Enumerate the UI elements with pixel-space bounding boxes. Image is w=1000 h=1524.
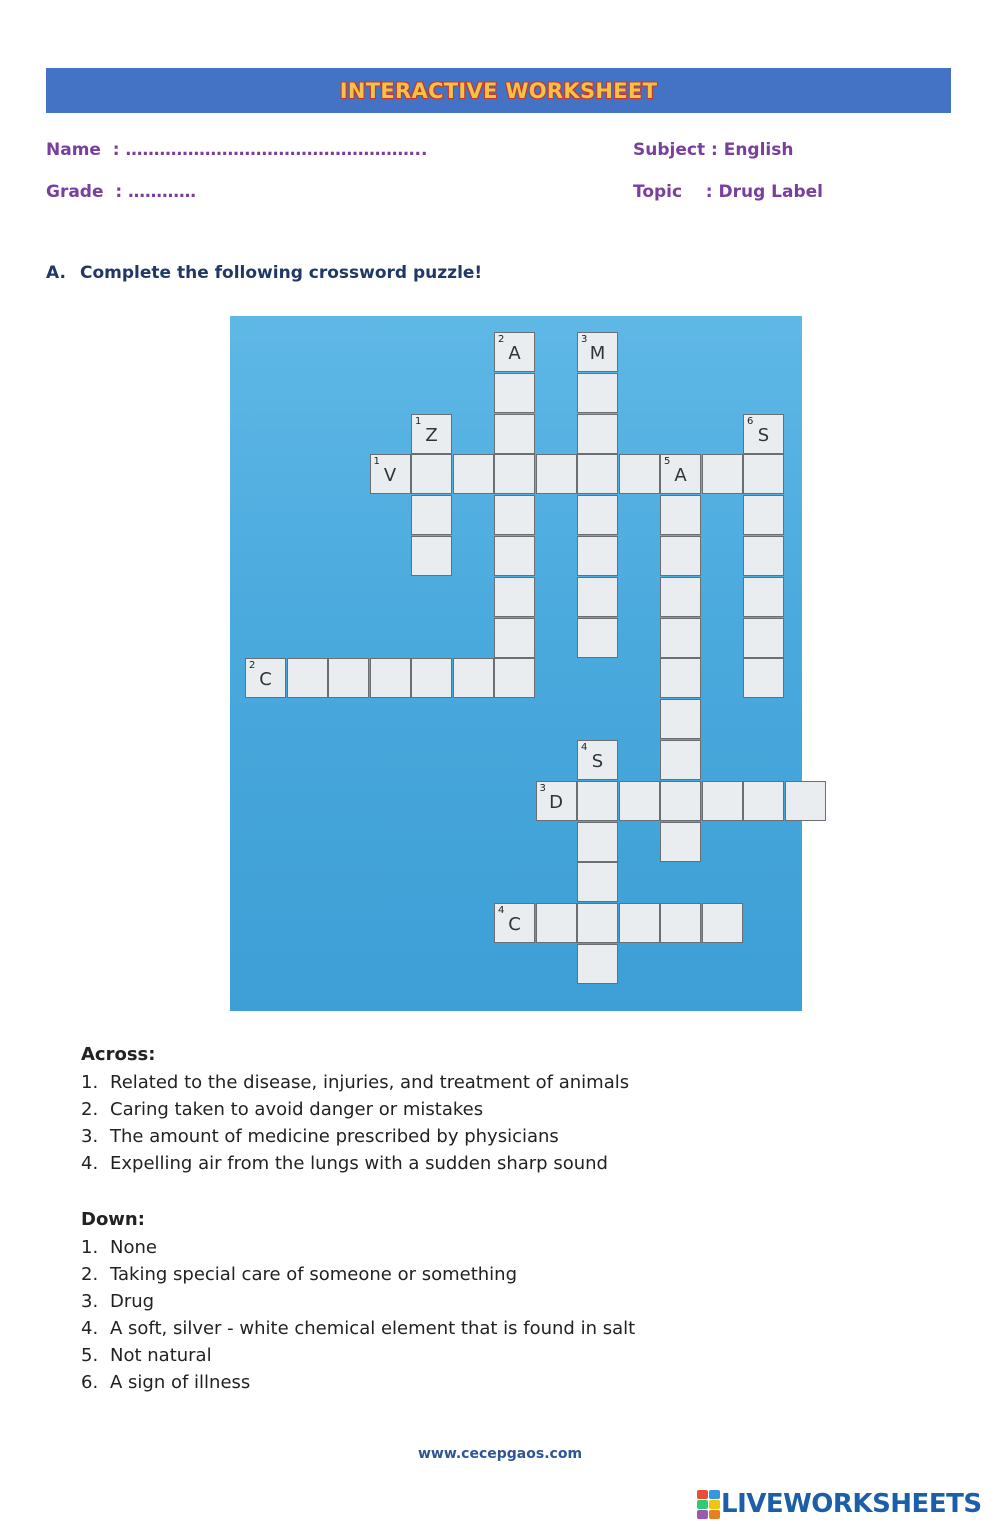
crossword-cell[interactable]: [494, 414, 535, 454]
crossword-clue-start-cell[interactable]: [245, 658, 286, 698]
crossword-cell[interactable]: [660, 536, 701, 576]
crossword-cell[interactable]: [660, 618, 701, 658]
crossword-clue-start-cell[interactable]: [494, 903, 535, 943]
cell-letter: D: [549, 791, 563, 813]
crossword-cell[interactable]: [577, 903, 618, 943]
crossword-cell[interactable]: [453, 658, 494, 698]
crossword-cell[interactable]: [577, 414, 618, 454]
crossword-cell[interactable]: [536, 454, 577, 494]
grade-field: Grade : …………: [46, 182, 197, 202]
liveworksheets-logo: [697, 1489, 982, 1519]
crossword-cell[interactable]: [411, 454, 452, 494]
crossword-cell[interactable]: [619, 903, 660, 943]
cell-letter: S: [591, 751, 604, 772]
clue-number-label: 2: [498, 334, 505, 345]
clue-text: Related to the disease, injuries, and treatment of animals: [110, 1072, 630, 1093]
clue-number-label: 2: [249, 660, 256, 672]
liveworksheets-logo-icon: [697, 1490, 719, 1518]
crossword-cell[interactable]: [577, 822, 618, 862]
crossword-cell[interactable]: [577, 781, 618, 821]
clue-number: 4.: [81, 1153, 99, 1174]
crossword-cell[interactable]: [577, 454, 618, 494]
crossword-clue-start-cell[interactable]: [536, 781, 577, 821]
clue-text: A soft, silver - white chemical element that is found in salt: [110, 1318, 636, 1339]
cell-letter: A: [508, 343, 521, 364]
clue-text: A sign of illness: [110, 1372, 251, 1393]
clue-number: 3.: [81, 1126, 99, 1147]
cell-letter: Z: [425, 424, 438, 446]
down-clues: [81, 1209, 635, 1396]
crossword-cell[interactable]: [494, 536, 535, 576]
crossword-cell[interactable]: [702, 903, 743, 943]
clue-number: 6.: [81, 1372, 99, 1393]
crossword-cell[interactable]: [494, 618, 535, 658]
crossword-cell[interactable]: [660, 903, 701, 943]
crossword-cell[interactable]: [411, 495, 452, 535]
crossword-cell[interactable]: [328, 658, 369, 698]
crossword-cell[interactable]: [577, 577, 618, 617]
crossword-cell[interactable]: [577, 536, 618, 576]
cell-letter: C: [259, 669, 272, 691]
crossword-cell[interactable]: [660, 781, 701, 821]
clue-number-label: 5: [664, 456, 671, 468]
crossword-cell[interactable]: [494, 577, 535, 617]
across-clue-1: [81, 1069, 629, 1096]
crossword-cell[interactable]: [660, 822, 701, 862]
clue-text: Caring taken to avoid danger or mistakes: [110, 1099, 484, 1120]
crossword-cell[interactable]: [743, 658, 784, 698]
crossword-cell[interactable]: [619, 781, 660, 821]
crossword-cell[interactable]: [702, 454, 743, 494]
crossword-cell[interactable]: [577, 618, 618, 658]
crossword-cell[interactable]: [660, 699, 701, 739]
clue-number-label: 1: [415, 415, 422, 427]
down-clue-2: [81, 1261, 635, 1288]
crossword-cell[interactable]: [743, 577, 784, 617]
clue-text: Drug: [110, 1291, 155, 1312]
clue-number: 1.: [81, 1237, 99, 1258]
clue-number-label: 6: [747, 415, 754, 427]
crossword-clue-start-cell[interactable]: [577, 332, 618, 372]
down-clue-1: [81, 1234, 635, 1261]
crossword-puzzle: [230, 316, 802, 1011]
crossword-cell[interactable]: [411, 536, 452, 576]
crossword-cell[interactable]: [702, 781, 743, 821]
banner-title: INTERACTIVE WORKSHEET: [339, 78, 658, 103]
crossword-cell[interactable]: [577, 944, 618, 984]
crossword-cell[interactable]: [577, 862, 618, 902]
crossword-cell[interactable]: [743, 495, 784, 535]
crossword-cell[interactable]: [494, 373, 535, 413]
crossword-cell[interactable]: [494, 454, 535, 494]
down-clue-5: [81, 1342, 635, 1369]
clue-number: 2.: [81, 1264, 99, 1285]
crossword-cell[interactable]: [785, 781, 826, 821]
crossword-cell[interactable]: [370, 658, 411, 698]
footer-url[interactable]: www.cecepgaos.com: [417, 1446, 583, 1462]
crossword-cell[interactable]: [743, 454, 784, 494]
across-clue-2: [81, 1096, 629, 1123]
clue-number-label: 1: [373, 456, 380, 468]
clue-number: 2.: [81, 1099, 99, 1120]
clue-text: None: [110, 1237, 157, 1258]
down-clue-3: [81, 1288, 635, 1315]
across-clues: [81, 1044, 629, 1177]
crossword-clue-start-cell[interactable]: [411, 414, 452, 454]
cell-letter: C: [508, 914, 521, 936]
across-clue-3: [81, 1123, 629, 1150]
clue-number: 3.: [81, 1291, 99, 1312]
name-field: Name : ……………………………………………..: [46, 140, 428, 160]
crossword-cell[interactable]: [660, 658, 701, 698]
crossword-cell[interactable]: [536, 903, 577, 943]
crossword-clue-start-cell[interactable]: [494, 332, 535, 372]
clue-text: Not natural: [110, 1345, 212, 1366]
crossword-clue-start-cell[interactable]: [660, 454, 701, 494]
crossword-cell[interactable]: [619, 454, 660, 494]
brand-name: LIVEWORKSHEETS: [721, 1489, 982, 1519]
cell-letter: A: [674, 465, 687, 487]
worksheet-banner: [46, 68, 951, 113]
clue-number-label: 4: [498, 905, 505, 917]
crossword-cell[interactable]: [494, 495, 535, 535]
crossword-cell[interactable]: [287, 658, 328, 698]
cell-letter: V: [383, 465, 397, 487]
section-heading: [46, 263, 482, 283]
cell-letter: M: [589, 343, 606, 364]
clue-number-label: 4: [581, 742, 588, 753]
crossword-cell[interactable]: [411, 658, 452, 698]
down-heading: Down:: [81, 1209, 145, 1230]
crossword-cell[interactable]: [494, 658, 535, 698]
clue-text: Expelling air from the lungs with a sudden sharp sound: [110, 1153, 608, 1174]
crossword-cell[interactable]: [577, 373, 618, 413]
crossword-clue-start-cell[interactable]: [370, 454, 411, 494]
crossword-cell[interactable]: [743, 536, 784, 576]
clue-number: 4.: [81, 1318, 99, 1339]
clue-number-label: 3: [581, 334, 588, 345]
down-clue-6: [81, 1369, 635, 1396]
crossword-cell[interactable]: [743, 781, 784, 821]
crossword-clue-start-cell[interactable]: [577, 740, 618, 780]
across-heading: Across:: [81, 1044, 156, 1065]
across-clue-4: [81, 1150, 629, 1177]
crossword-clue-start-cell[interactable]: [743, 414, 784, 454]
crossword-cell[interactable]: [660, 740, 701, 780]
subject-field: Subject : English: [633, 140, 794, 160]
clue-number: 1.: [81, 1072, 99, 1093]
topic-field: Topic : Drug Label: [633, 182, 823, 202]
cell-letter: S: [757, 424, 770, 446]
section-letter: A.: [46, 263, 66, 283]
clue-number: 5.: [81, 1345, 99, 1366]
clue-number-label: 3: [539, 782, 546, 794]
clue-text: The amount of medicine prescribed by physicians: [110, 1126, 559, 1147]
crossword-cell[interactable]: [577, 495, 618, 535]
crossword-cell[interactable]: [660, 495, 701, 535]
down-clue-4: [81, 1315, 635, 1342]
crossword-cell[interactable]: [453, 454, 494, 494]
section-instruction: Complete the following crossword puzzle!: [80, 263, 483, 283]
crossword-cell[interactable]: [660, 577, 701, 617]
clue-text: Taking special care of someone or something: [110, 1264, 518, 1285]
crossword-cell[interactable]: [743, 618, 784, 658]
